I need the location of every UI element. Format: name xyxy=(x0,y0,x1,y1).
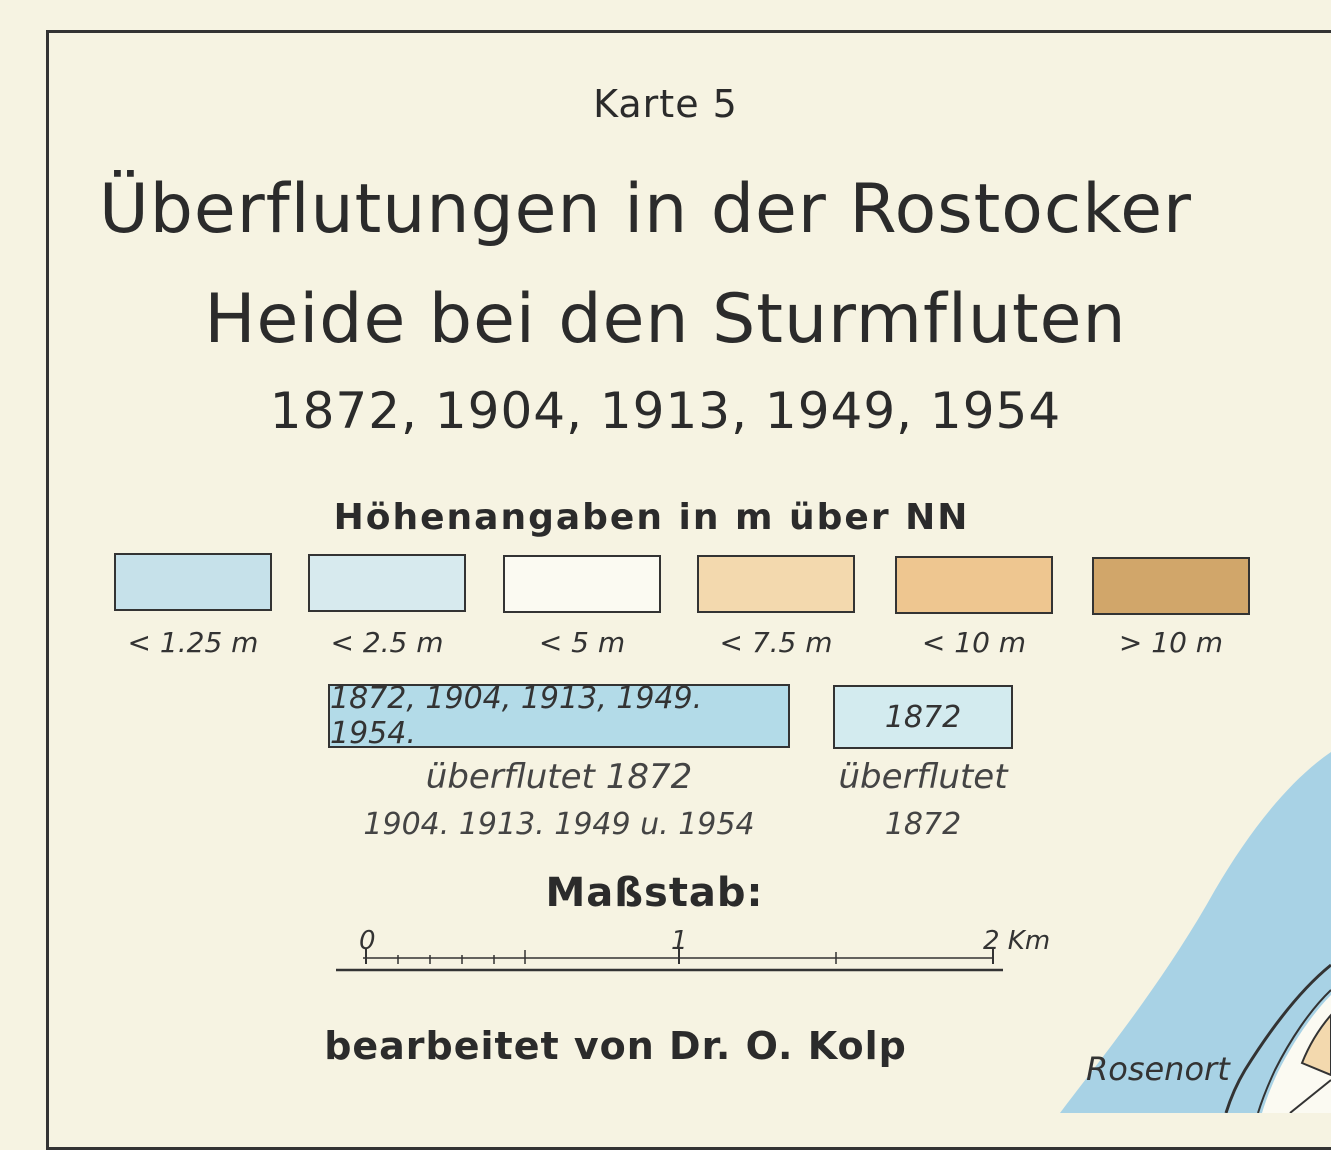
legend-label-4: < 7.5 m xyxy=(719,626,833,659)
legend-label-6: > 10 m xyxy=(1118,626,1224,659)
legend-label-3: < 5 m xyxy=(538,626,626,659)
flooded-all-years-swatch: 1872, 1904, 1913, 1949. 1954. xyxy=(328,684,790,748)
flooded-1872-caption-line1: überflutet xyxy=(838,757,1008,797)
flooded-all-caption-line1: überflutet 1872 xyxy=(425,757,693,797)
map-number: Karte 5 xyxy=(593,82,738,126)
map-title-line2: Heide bei den Sturmfluten xyxy=(204,280,1127,359)
legend-heading: Höhenangaben in m über NN xyxy=(333,497,970,538)
flooded-1872-swatch: 1872 xyxy=(833,685,1013,749)
author-credit: bearbeitet von Dr. O. Kolp xyxy=(324,1024,907,1068)
flooded-all-caption-line2: 1904. 1913. 1949 u. 1954 xyxy=(363,807,755,842)
scale-heading: Maßstab: xyxy=(545,870,764,916)
legend-label-1: < 1.25 m xyxy=(127,626,259,659)
legend-label-2: < 2.5 m xyxy=(330,626,444,659)
scale-tick-1: 1 xyxy=(671,926,688,956)
legend-label-5: < 10 m xyxy=(921,626,1027,659)
storm-flood-years: 1872, 1904, 1913, 1949, 1954 xyxy=(269,382,1062,440)
map-title-line1: Überflutungen in der Rostocker xyxy=(98,170,1193,249)
scale-tick-0: 0 xyxy=(359,926,376,956)
place-label-rosenort: Rosenort xyxy=(1086,1050,1230,1088)
flooded-1872-caption-line2: 1872 xyxy=(884,807,962,842)
scale-tick-2: 2 Km xyxy=(983,926,1051,956)
